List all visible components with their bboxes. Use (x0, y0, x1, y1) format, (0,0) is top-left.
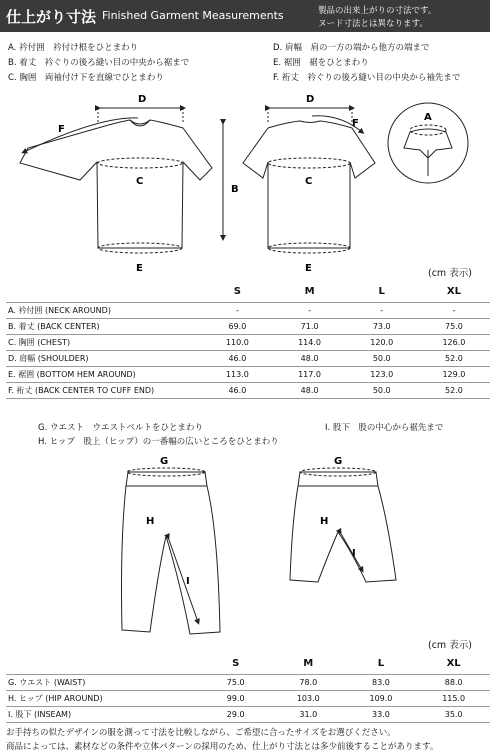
header-note-1: 製品の出来上がりの寸法です。 (318, 6, 437, 16)
label-h-short: H (320, 516, 329, 527)
label-g-long: G (160, 456, 169, 467)
label-f-front: F (58, 124, 65, 135)
table-header-row (6, 280, 490, 303)
legend-e: E. 裾囲 裾をひとまわり (273, 58, 369, 68)
label-d-back: D (306, 94, 315, 105)
table-row: A. 衿付囲 (NECK AROUND) - - - - (6, 303, 490, 319)
size-s: S (199, 652, 271, 675)
header-note-2: ヌード寸法とは異なります。 (318, 19, 428, 29)
footer-note-1: お手持ちの似たデザインの服を測って寸法を比較しながら、ご希望に合ったサイズをお選びください。 (6, 728, 396, 738)
label-i-short: I (352, 548, 356, 559)
label-h-long: H (146, 516, 155, 527)
label-b: B (231, 184, 239, 195)
bottom-unit-label: (cm 表示) (428, 640, 472, 651)
title-en: Finished Garment Measurements (102, 9, 284, 22)
label-c-back: C (305, 176, 313, 187)
table-header-row (6, 652, 490, 675)
size-l: L (346, 280, 418, 303)
label-d-front: D (138, 94, 147, 105)
top-unit-label: (cm 表示) (428, 268, 472, 279)
table-row: B. 着丈 (BACK CENTER) 69.0 71.0 73.0 75.0 (6, 319, 490, 335)
size-xl: XL (417, 652, 490, 675)
shirt-diagram (0, 88, 490, 278)
legend-h: H. ヒップ 股上（ヒップ）の一番幅の広いところをひとまわり (38, 437, 279, 447)
table-row: H. ヒップ (HIP AROUND) 99.0 103.0 109.0 115.0 (6, 691, 490, 707)
table-row: D. 肩幅 (SHOULDER) 46.0 48.0 50.0 52.0 (6, 351, 490, 367)
bottom-size-table (6, 652, 490, 723)
legend-f: F. 裄丈 衿ぐりの後ろ縫い目の中央から袖先まで (273, 73, 461, 83)
legend-b: B. 着丈 衿ぐりの後ろ縫い目の中央から裾まで (8, 58, 190, 68)
size-l: L (345, 652, 418, 675)
legend-i: I. 股下 股の中心から裾先まで (325, 423, 444, 433)
legend-g: G. ウエスト ウエストベルトをひとまわり (38, 423, 203, 433)
table-row: E. 裾囲 (BOTTOM HEM AROUND) 113.0 117.0 123.0 129.0 (6, 367, 490, 383)
size-xl: XL (418, 280, 490, 303)
title-jp: 仕上がり寸法 (6, 8, 97, 26)
label-f-back: F (352, 118, 359, 129)
table-row: C. 胸囲 (CHEST) 110.0 114.0 120.0 126.0 (6, 335, 490, 351)
legend-d: D. 肩幅 肩の一方の端から他方の端まで (273, 43, 430, 53)
pants-diagram (0, 452, 490, 642)
size-s: S (201, 280, 273, 303)
label-i-long: I (186, 576, 190, 587)
table-row: F. 裄丈 (BACK CENTER TO CUFF END) 46.0 48.0 50.0 52.0 (6, 383, 490, 399)
table-row: I. 股下 (INSEAM) 29.0 31.0 33.0 35.0 (6, 707, 490, 723)
size-m: M (272, 652, 345, 675)
header-bar (0, 0, 490, 32)
legend-c: C. 胸囲 両袖付け下を直線でひとまわり (8, 73, 164, 83)
footer-note-2: 商品によっては、素材などの条件や立体パターンの採用のため、仕上がり寸法とは多少前後することがあります。 (6, 742, 439, 752)
legend-a: A. 衿付囲 衿付け根をひとまわり (8, 43, 139, 53)
top-size-table (6, 280, 490, 399)
label-c-front: C (136, 176, 144, 187)
label-g-short: G (334, 456, 343, 467)
table-row: G. ウエスト (WAIST) 75.0 78.0 83.0 88.0 (6, 675, 490, 691)
label-e-back: E (305, 263, 312, 274)
size-m: M (273, 280, 345, 303)
label-e-front: E (136, 263, 143, 274)
label-a: A (424, 112, 432, 123)
